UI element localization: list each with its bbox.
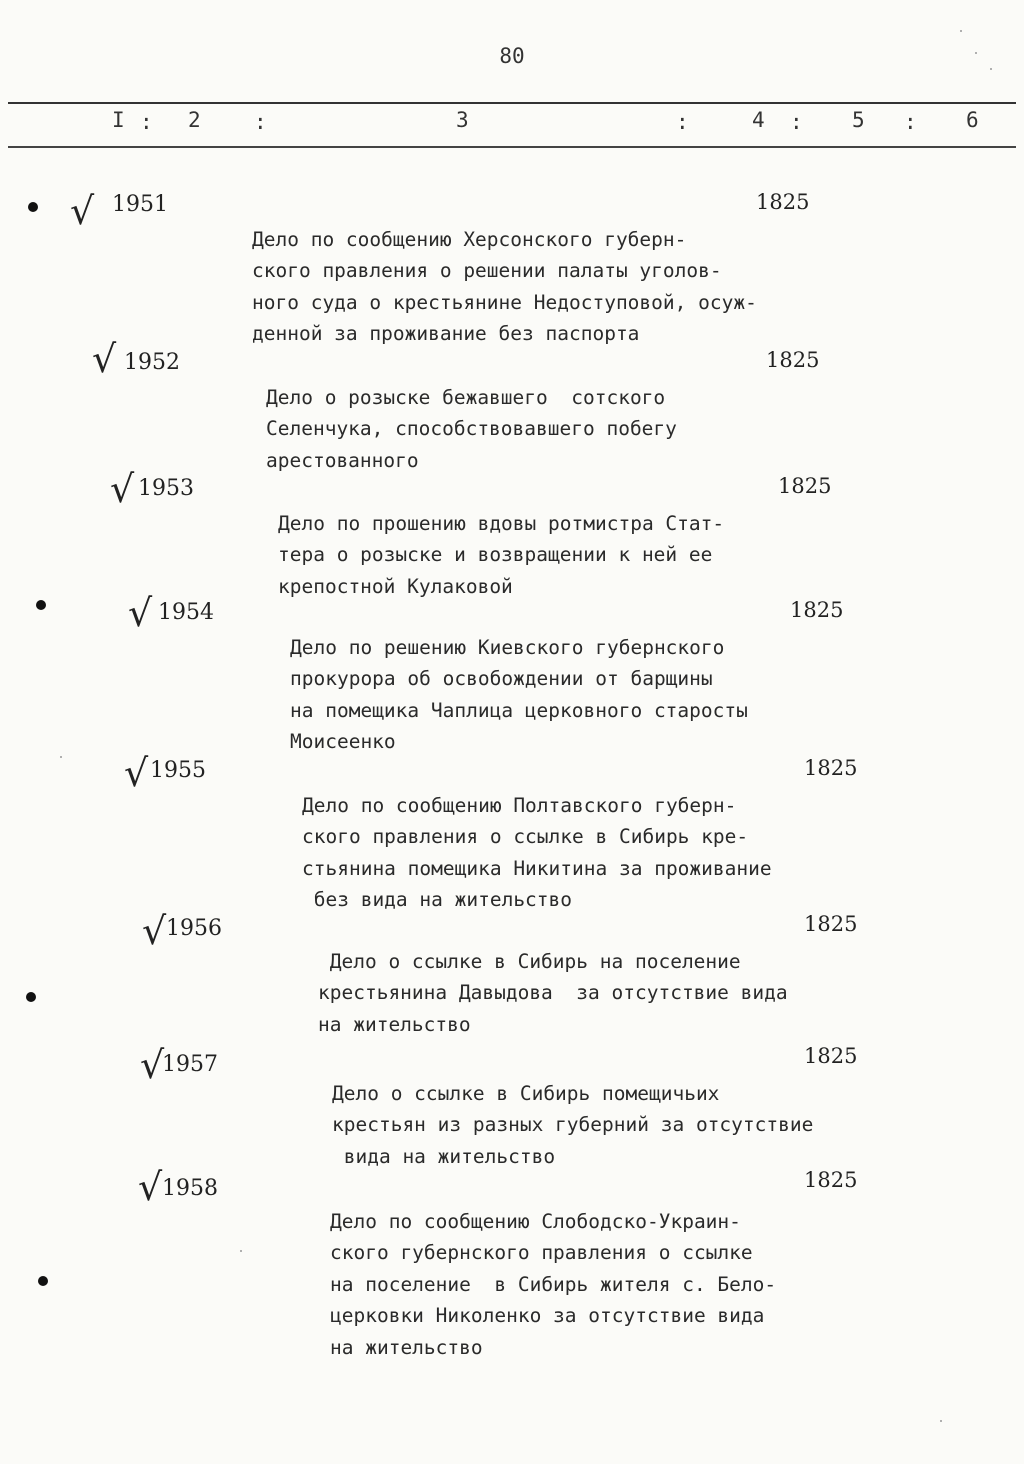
description-line: стьянина помещика Никитина за проживание xyxy=(302,856,772,880)
description-line: Дело по сообщению Полтавского губерн- xyxy=(302,793,737,817)
description-line: прокурора об освобождении от барщины xyxy=(290,667,713,690)
column-header-4: 4 xyxy=(752,108,765,132)
description-line: Дело по сообщению Херсонского губерн- xyxy=(252,227,687,251)
description-line: Дело по прошению вдовы ротмистра Стат- xyxy=(278,511,725,535)
entry-number: 1952 xyxy=(124,350,180,375)
scan-speck xyxy=(960,30,962,32)
column-header-1: I xyxy=(112,108,125,132)
entry-description xyxy=(318,914,788,1040)
header-rule-bottom xyxy=(8,146,1016,148)
scan-speck xyxy=(240,1250,242,1252)
column-header-2: 2 xyxy=(188,108,201,132)
entry-description xyxy=(266,350,677,476)
description-line: Дело по сообщению Слободско-Украин- xyxy=(330,1209,741,1233)
description-line: на жительство xyxy=(318,1012,471,1036)
entry-year: 1825 xyxy=(804,912,858,936)
scan-speck xyxy=(940,1420,942,1422)
entry-number: 1958 xyxy=(162,1176,218,1201)
description-line: Дело о розыске бежавшего сотского xyxy=(266,385,666,409)
entry-year: 1825 xyxy=(804,1168,858,1192)
description-line: арестованного xyxy=(266,448,419,472)
check-mark-icon: √ xyxy=(124,751,149,795)
description-line: денной за проживание без паспорта xyxy=(252,322,640,345)
check-mark-icon: √ xyxy=(110,467,135,511)
description-line: тера о розыске и возвращении к ней ее xyxy=(278,543,713,566)
entry-description xyxy=(252,192,757,350)
margin-bullet xyxy=(38,1276,48,1286)
description-line: крестьянина Давыдова за отсутствие вида xyxy=(318,981,788,1004)
description-line: церковки Николенко за отсутствие вида xyxy=(330,1304,765,1327)
page-number: 80 xyxy=(499,44,525,68)
entry-year: 1825 xyxy=(756,190,810,214)
column-separator: : xyxy=(140,110,153,134)
entry-number: 1957 xyxy=(162,1052,218,1077)
description-line: Дело о ссылке в Сибирь на поселение xyxy=(318,949,741,973)
description-line: крестьян из разных губерний за отсутствие xyxy=(332,1113,814,1136)
description-line: Моисеенко xyxy=(290,730,396,753)
column-separator: : xyxy=(904,110,917,134)
column-header-6: 6 xyxy=(966,108,979,132)
column-header-3: 3 xyxy=(456,108,469,132)
entry-description xyxy=(302,758,772,916)
description-line: Селенчука, способствовавшего побегу xyxy=(266,417,677,440)
margin-bullet xyxy=(28,202,38,212)
entry-number: 1956 xyxy=(166,916,222,941)
check-mark-icon: √ xyxy=(138,1165,163,1209)
description-line: без вида на жительство xyxy=(302,888,573,911)
entry-number: 1954 xyxy=(158,600,214,625)
column-header-5: 5 xyxy=(852,108,865,132)
header-rule-top xyxy=(8,102,1016,104)
check-mark-icon: √ xyxy=(128,591,153,635)
entry-description xyxy=(332,1046,813,1172)
entry-description xyxy=(330,1174,776,1363)
description-line: на помещика Чаплица церковного старосты xyxy=(290,698,748,722)
description-line: Дело о ссылке в Сибирь помещичьих xyxy=(332,1081,720,1105)
scan-speck xyxy=(60,756,62,758)
description-line: Дело по решению Киевского губернского xyxy=(290,635,725,659)
scan-speck xyxy=(975,52,977,54)
scan-speck xyxy=(990,68,992,70)
description-line: на жительство xyxy=(330,1335,483,1359)
description-line: ского правления о решении палаты уголов- xyxy=(252,259,722,282)
column-separator: : xyxy=(676,110,689,134)
description-line: вида на жительство xyxy=(332,1144,556,1168)
margin-bullet xyxy=(36,600,46,610)
column-separator: : xyxy=(254,110,267,134)
check-mark-icon: √ xyxy=(70,189,95,233)
entry-number: 1953 xyxy=(138,476,194,501)
entry-year: 1825 xyxy=(804,756,858,780)
margin-bullet xyxy=(26,992,36,1002)
entry-number: 1955 xyxy=(150,758,206,783)
entry-year: 1825 xyxy=(804,1044,858,1068)
check-mark-icon: √ xyxy=(92,337,117,381)
entry-description xyxy=(278,476,724,602)
check-mark-icon: √ xyxy=(142,909,167,953)
entry-year: 1825 xyxy=(790,598,844,622)
entry-number: 1951 xyxy=(112,192,168,217)
description-line: ского правления о ссылке в Сибирь кре- xyxy=(302,825,749,848)
description-line: крепостной Кулаковой xyxy=(278,574,513,598)
entry-description xyxy=(290,600,748,758)
description-line: на поселение в Сибирь жителя с. Бело- xyxy=(330,1272,777,1296)
entry-year: 1825 xyxy=(778,474,832,498)
description-line: ного суда о крестьянине Недоступовой, осуж- xyxy=(252,290,757,314)
description-line: ского губернского правления о ссылке xyxy=(330,1241,753,1264)
entry-year: 1825 xyxy=(766,348,820,372)
check-mark-icon: √ xyxy=(140,1043,165,1087)
column-separator: : xyxy=(790,110,803,134)
